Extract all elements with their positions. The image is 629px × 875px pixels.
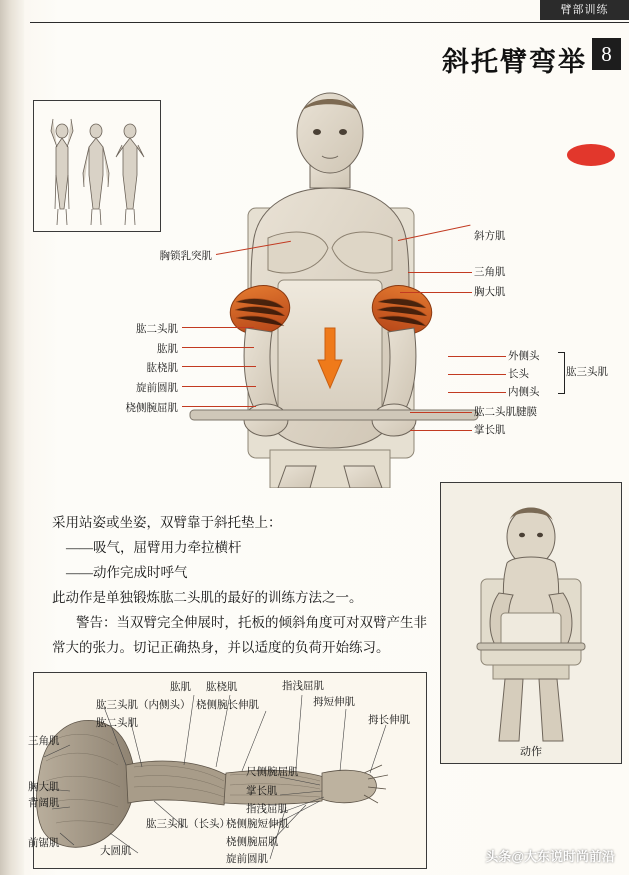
label-triceps-long-head: 肱三头肌（长头） <box>146 818 230 830</box>
label-serratus-anterior: 前锯肌 <box>28 837 60 849</box>
leader-line <box>448 374 506 375</box>
red-marker <box>567 144 615 166</box>
label-pectoralis-major: 胸大肌 <box>474 286 506 298</box>
leader-line <box>410 430 472 431</box>
label-flexor-digitorum-superficialis: 指浅屈肌 <box>246 803 288 815</box>
label-palmaris-longus-arm: 掌长肌 <box>246 785 278 797</box>
label-brachialis-arm: 肱肌 <box>170 681 191 693</box>
header-divider <box>30 22 629 23</box>
leader-line <box>410 412 472 413</box>
label-pectoralis-major-arm: 胸大肌 <box>28 781 60 793</box>
label-extensor-carpi-radialis-brevis: 桡侧腕短伸肌 <box>226 818 289 830</box>
page-title: 斜托臂弯举 <box>442 47 587 77</box>
label-biceps: 肱二头肌 <box>136 323 178 335</box>
instruction-line-1: 采用站姿或坐姿，双臂靠于斜托垫上： <box>52 515 282 530</box>
label-triceps: 肱三头肌 <box>566 366 608 378</box>
action-illustration <box>441 483 621 763</box>
label-trapezius: 斜方肌 <box>474 230 506 242</box>
thumbnail-figures-box <box>33 100 161 232</box>
leader-line <box>448 356 506 357</box>
section-tag: 臂部训练 <box>540 0 629 20</box>
label-flexor-carpi-radialis: 桡侧腕屈肌 <box>125 402 178 414</box>
label-bicipital-aponeurosis: 肱二头肌腱膜 <box>474 406 537 418</box>
label-pronator-teres-arm: 旋前圆肌 <box>226 853 268 865</box>
label-extensor-pollicis-brevis: 拇短伸肌 <box>313 696 355 708</box>
label-extensor-pollicis-longus: 拇长伸肌 <box>368 714 410 726</box>
leader-line <box>448 392 506 393</box>
label-extensor-carpi-radialis-longus: 桡侧腕长伸肌 <box>196 699 259 711</box>
leader-line <box>182 327 254 328</box>
label-flexor-carpi-ulnaris: 尺侧腕屈肌 <box>246 766 299 778</box>
thumbnail-figures-illustration <box>34 101 160 231</box>
label-brachioradialis: 肱桡肌 <box>146 362 178 374</box>
label-flexor-carpi-radialis-arm: 桡侧腕屈肌 <box>226 836 279 848</box>
triceps-bracket <box>558 352 565 394</box>
leader-line <box>182 366 256 367</box>
leader-line <box>182 406 256 407</box>
label-triceps-medial-head: 肱三头肌（内侧头） <box>96 699 191 711</box>
instruction-line-3: ——动作完成时呼气 <box>66 565 188 580</box>
label-teres-major: 大圆肌 <box>100 845 132 857</box>
chapter-number-badge: 8 <box>592 38 621 70</box>
instruction-warning: 警告：当双臂完全伸展时，托板的倾斜角度可对双臂产生非常大的张力。切记正确热身，并以适度的负荷开始练习。 <box>52 615 427 655</box>
main-anatomy-illustration <box>150 88 510 488</box>
label-sternocleidomastoid: 胸锁乳突肌 <box>159 250 212 262</box>
action-photo-box <box>440 482 622 764</box>
label-deltoid: 三角肌 <box>474 266 506 278</box>
label-biceps-arm: 肱二头肌 <box>96 717 138 729</box>
instruction-line-4: 此动作是单独锻炼肱二头肌的最好的训练方法之一。 <box>52 590 363 605</box>
instruction-line-2: ——吸气，屈臂用力牵拉横杆 <box>66 540 242 555</box>
action-caption: 动作 <box>520 746 542 758</box>
label-pronator-teres: 旋前圆肌 <box>136 382 178 394</box>
leader-line <box>400 292 472 293</box>
label-long-head: 长头 <box>508 368 529 380</box>
label-latissimus-dorsi: 背阔肌 <box>28 797 60 809</box>
label-deltoid-arm: 三角肌 <box>28 735 60 747</box>
label-brachialis: 肱肌 <box>157 343 178 355</box>
leader-line <box>408 272 472 273</box>
leader-line <box>182 386 256 387</box>
label-lateral-head: 外侧头 <box>508 350 540 362</box>
leader-line <box>182 347 254 348</box>
watermark: 头条@大东说时尚前沿 <box>485 849 615 864</box>
label-palmaris-longus: 掌长肌 <box>474 424 506 436</box>
book-binding-shadow <box>0 0 24 875</box>
label-flexor-digitorum-superficialis-top: 指浅屈肌 <box>282 680 324 692</box>
label-medial-head: 内侧头 <box>508 386 540 398</box>
label-brachioradialis-arm: 肱桡肌 <box>206 681 238 693</box>
instruction-text <box>52 510 430 660</box>
